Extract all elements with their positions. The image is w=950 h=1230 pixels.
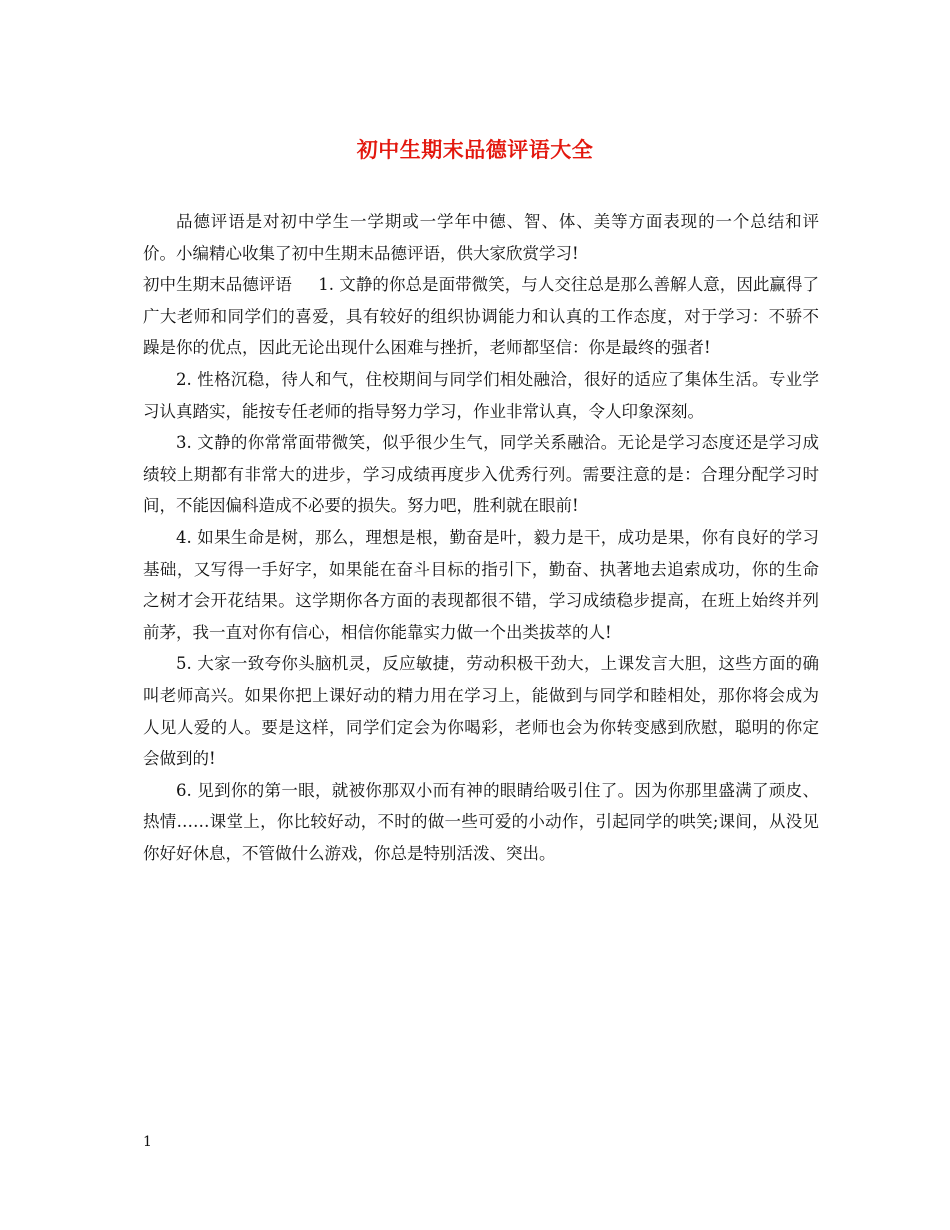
comment-paragraph-4: 4. 如果生命是树，那么，理想是根，勤奋是叶，毅力是干，成功是果，你有良好的学习基础，又写得一手好字，如果能在奋斗目标的指引下，勤奋、执著地去追索成功，你的生命之树才会开花结果。这学期你各方面的表现都很不错，学习成绩稳步提高，在班上始终并列前茅，我一直对你有信心，相信你能靠实力做一个出类拔萃的人!: [143, 527, 819, 642]
comment-paragraph-5: 5. 大家一致夸你头脑机灵，反应敏捷，劳动积极干劲大，上课发言大胆，这些方面的确叫老师高兴。如果你把上课好动的精力用在学习上，能做到与同学和睦相处，那你将会成为人见人爱的人。要是这样，同学们定会为你喝彩，老师也会为你转变感到欣慰，聪明的你定会做到的!: [143, 654, 819, 769]
section-heading: 初中生期末品德评语: [143, 275, 292, 295]
page-number: 1: [143, 1134, 152, 1150]
comment-paragraph-2: 2. 性格沉稳，待人和气，住校期间与同学们相处融洽，很好的适应了集体生活。专业学习认真踏实，能按专任老师的指导努力学习，作业非常认真，令人印象深刻。: [143, 369, 819, 421]
comment-text-1: 1. 文静的你总是面带微笑，与人交往总是那么善解人意，因此赢得了广大老师和同学们的喜爱，具有较好的组织协调能力和认真的工作态度，对于学习：不骄不躁是你的优点，因此无论出现什么困难与挫折，老师都坚信：你是最终的强者!: [143, 275, 819, 358]
comment-paragraph-1: [143, 269, 819, 364]
document-body: [143, 206, 819, 869]
document-title: 初中生期末品德评语大全: [356, 137, 594, 162]
comment-paragraph-3: 3. 文静的你常常面带微笑，似乎很少生气，同学关系融洽。无论是学习态度还是学习成绩较上期都有非常大的进步，学习成绩再度步入优秀行列。需要注意的是：合理分配学习时间，不能因偏科造成不必要的损失。努力吧，胜利就在眼前!: [143, 433, 819, 516]
intro-paragraph: 品德评语是对初中学生一学期或一学年中德、智、体、美等方面表现的一个总结和评价。小编精心收集了初中生期末品德评语，供大家欣赏学习!: [143, 212, 819, 263]
comment-paragraph-6: 6. 见到你的第一眼，就被你那双小而有神的眼睛给吸引住了。因为你那里盛满了顽皮、热情……课堂上，你比较好动，不时的做一些可爱的小动作，引起同学的哄笑;课间，从没见你好好休息，不管做什么游戏，你总是特别活泼、突出。: [143, 780, 819, 863]
